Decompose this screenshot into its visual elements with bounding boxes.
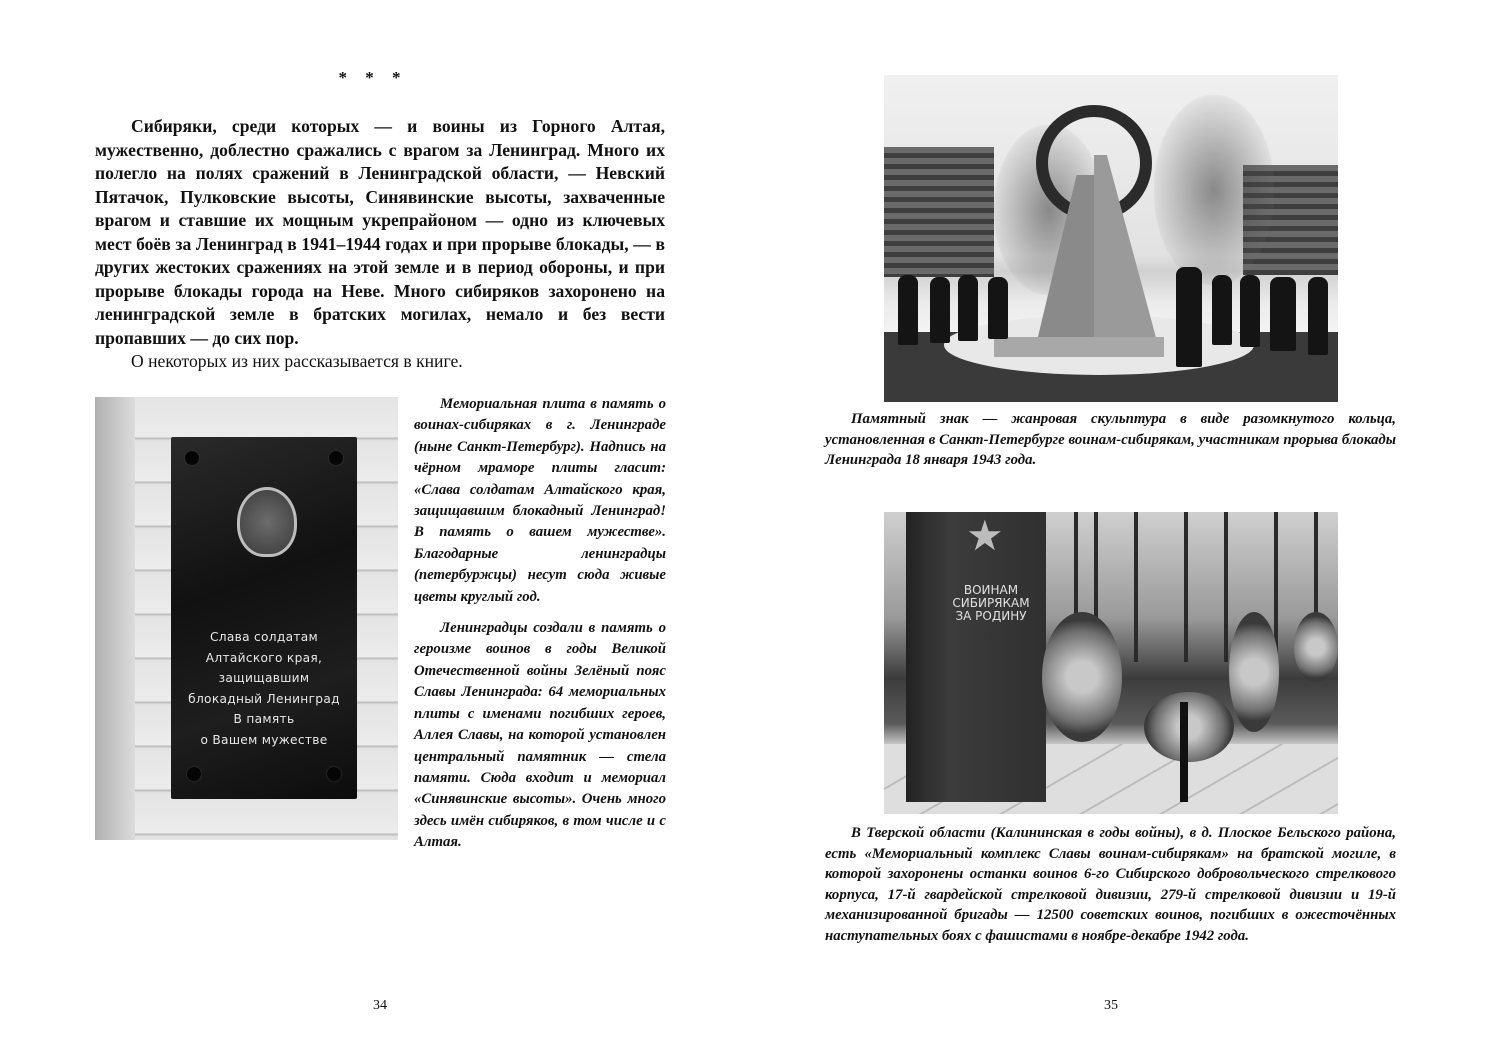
honor-guard bbox=[1240, 275, 1260, 347]
flower-wreath bbox=[1144, 692, 1234, 762]
pillar-inscription bbox=[936, 584, 1046, 623]
granite-pillar bbox=[906, 512, 1046, 802]
section-separator: * * * bbox=[338, 68, 408, 87]
bolt-icon bbox=[327, 767, 341, 781]
caption-paragraph: Памятный знак — жанровая скульптура в виде разомкнутого кольца, установленная в Санкт-Петербурге воинам-сибирякам, участникам прорыва блокады Ленинграда 18 января 1943 года. bbox=[825, 411, 1396, 469]
plaque-caption bbox=[414, 394, 666, 854]
wall-column bbox=[95, 397, 135, 840]
honor-guard bbox=[898, 275, 918, 345]
honor-guard bbox=[958, 275, 978, 341]
inscription-line: ЗА РОДИНУ bbox=[955, 609, 1027, 623]
caption-paragraph: В Тверской области (Калининская в годы войны), в д. Плоское Бельского района, есть «Мемориальный комплекс Славы воинам-сибирякам» на братской могиле, в которой захоронены останки воинов 6-го Сибирского добровольческого стрелкового корпуса, 17-й гвардейской стрелковой дивизии, 279-й стрелковой дивизии и 19-й механизированной бригады — 12500 советских воинов, погибших в ожесточённых наступательных боях с фашистами в ноябре-декабре 1942 года. bbox=[825, 825, 1396, 944]
monument-base bbox=[994, 337, 1164, 357]
honor-guard bbox=[930, 277, 950, 343]
pine-trunk bbox=[1184, 512, 1188, 662]
inscription-line: защищавшим bbox=[218, 671, 310, 685]
ring-monument-caption bbox=[825, 409, 1396, 471]
mourning-ribbon bbox=[1180, 702, 1188, 802]
photo-memorial-complex bbox=[884, 512, 1338, 814]
page-number: 34 bbox=[373, 998, 387, 1013]
paragraph-book-note: О некоторых из них рассказывается в книге. bbox=[131, 351, 463, 371]
honor-guard bbox=[988, 277, 1008, 339]
flower-wreath bbox=[1294, 612, 1338, 682]
inscription-line: блокадный Ленинград bbox=[188, 691, 340, 706]
memorial-complex-caption bbox=[825, 823, 1396, 947]
coat-of-arms-icon bbox=[237, 487, 297, 557]
photo-ring-monument bbox=[884, 75, 1338, 402]
inscription-line: В память bbox=[233, 712, 295, 726]
honor-guard bbox=[1176, 267, 1202, 367]
pine-trunk bbox=[1134, 512, 1138, 662]
honor-guard bbox=[1212, 275, 1232, 345]
bolt-icon bbox=[185, 451, 199, 465]
inscription-line: Алтайского края, bbox=[205, 650, 323, 665]
flower-wreath bbox=[1042, 612, 1122, 742]
bolt-icon bbox=[329, 451, 343, 465]
pine-trunk bbox=[1224, 512, 1228, 662]
bolt-icon bbox=[187, 767, 201, 781]
inscription-line: СИБИРЯКАМ bbox=[952, 596, 1030, 610]
black-marble-plaque bbox=[171, 437, 357, 799]
page-number: 35 bbox=[1104, 998, 1118, 1013]
caption-paragraph: Мемориальная плита в память о воинах-сибиряках в г. Ленинграде (ныне Санкт-Петербург). Надпись на чёрном мраморе плиты гласит: «Слава солдатам Алтайского края, защищавшим блокадный Ленинград! В память о вашем мужестве». Благодарные ленинградцы (петербуржцы) несут сюда живые цветы круглый год. bbox=[414, 396, 666, 605]
caption-paragraph: Ленинградцы создали в память о героизме воинов в годы Великой Отечественной войны Зелёный пояс Славы Ленинграда: 64 мемориальных плиты с именами погибших героев, Аллея Славы, на которой установлен центральный памятник — стела памяти. Сюда входит и мемориал «Синявинские высоты». Очень много здесь имён сибиряков, в том числе и с Алтая. bbox=[414, 620, 666, 851]
plaque-inscription bbox=[171, 627, 357, 750]
birch-trees bbox=[1154, 95, 1274, 285]
inscription-line: ВОИНАМ bbox=[963, 583, 1019, 597]
star-icon: ★ bbox=[966, 514, 1004, 560]
apartment-building bbox=[884, 147, 994, 277]
honor-guard bbox=[1270, 277, 1296, 351]
flower-wreath bbox=[1229, 612, 1279, 732]
inscription-line: о Вашем мужестве bbox=[200, 732, 328, 747]
paragraph-siberians: Сибиряки, среди которых — и воины из Горного Алтая, мужественно, доблестно сражались с врагом за Ленинград. Много их полегло на полях сражений в Ленинградской области, — Невский Пятачок, Пулковские высоты, Синявинские высоты, захваченные врагом и ставшие их мощным укрепрайоном — одно из ключевых мест боёв за Ленинград в 1941–1944 годах и при прорыве блокады, — в других жестоких сражениях на этой земле и в период обороны, и при прорыве блокады города на Неве. Много сибиряков захоронено на ленинградской земле в братских могилах, немало и без вести пропавших — до сих пор. bbox=[95, 116, 665, 348]
photo-memorial-plaque bbox=[95, 397, 398, 840]
inscription-line: Слава солдатам bbox=[209, 630, 319, 644]
main-text bbox=[95, 115, 665, 374]
honor-guard bbox=[1308, 277, 1328, 355]
